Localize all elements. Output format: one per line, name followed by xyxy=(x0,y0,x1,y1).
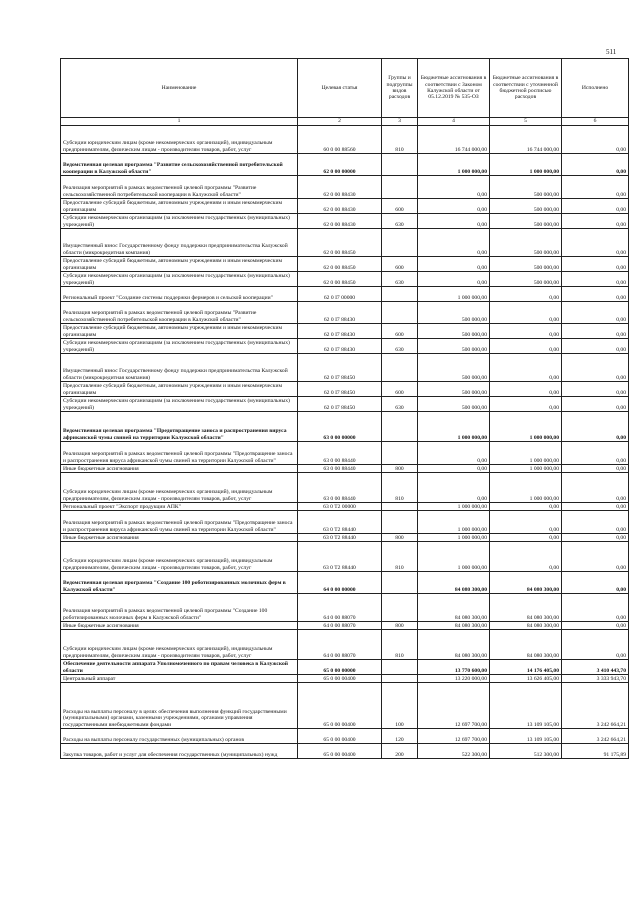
row-name: Субсидии некоммерческим организациям (за исключением государственных (муниципальных) учреждений) xyxy=(61,272,298,287)
row-executed-amount: 0,00 xyxy=(562,154,629,176)
budget-table xyxy=(60,58,629,759)
row-name: Субсидии юридическим лицам (кроме некоммерческих организаций), индивидуальным предпринимателям, физическим лицам - производителям товаров, работ, услуг xyxy=(61,473,298,503)
row-law-amount: 13 220 000,00 xyxy=(418,675,490,683)
row-consolidated-amount: 13 109 105,00 xyxy=(490,683,562,729)
row-executed-amount: 0,00 xyxy=(562,199,629,214)
row-expense-group: 810 xyxy=(382,542,418,572)
column-number: 6 xyxy=(562,118,629,126)
row-name: Предоставление субсидий бюджетным, автономным учреждениям и иным некоммерческим организациям xyxy=(61,382,298,397)
row-target-article: 62 0 I7 00000 xyxy=(298,287,382,302)
row-name: Субсидии юридическим лицам (кроме некоммерческих организаций), индивидуальным предпринимателям, физическим лицам - производителям товаров, работ, услуг xyxy=(61,126,298,154)
row-consolidated-amount: 500 000,00 xyxy=(490,199,562,214)
header-law-allocations: Бюджетные ассигнования в соответствии с Законом Калужской области от 05.12.2019 № 535-ОЗ xyxy=(418,59,490,118)
row-executed-amount: 0,00 xyxy=(562,397,629,412)
row-expense-group xyxy=(382,594,418,622)
row-executed-amount: 0,00 xyxy=(562,229,629,257)
row-consolidated-amount: 13 109 105,00 xyxy=(490,729,562,744)
row-consolidated-amount: 84 080 300,00 xyxy=(490,572,562,594)
row-target-article: 62 0 I7 88450 xyxy=(298,397,382,412)
row-executed-amount: 0,00 xyxy=(562,287,629,302)
row-consolidated-amount: 1 000 000,00 xyxy=(490,412,562,442)
row-executed-amount: 0,00 xyxy=(562,302,629,324)
row-name: Имущественный взнос Государственному фонду поддержки предпринимательства Калужской области (микрокредитная компания) xyxy=(61,354,298,382)
row-target-article: 62 0 00 88430 xyxy=(298,214,382,229)
row-law-amount: 500 000,00 xyxy=(418,339,490,354)
row-target-article: 63 0 T2 00000 xyxy=(298,503,382,511)
column-number: 1 xyxy=(61,118,298,126)
column-number: 4 xyxy=(418,118,490,126)
table-row xyxy=(61,465,629,473)
row-target-article: 63 0 T2 88440 xyxy=(298,542,382,572)
row-executed-amount: 0,00 xyxy=(562,572,629,594)
row-expense-group xyxy=(382,442,418,465)
row-target-article: 65 0 00 00400 xyxy=(298,675,382,683)
row-name: Предоставление субсидий бюджетным, автономным учреждениям и иным некоммерческим организациям xyxy=(61,199,298,214)
row-executed-amount: 0,00 xyxy=(562,214,629,229)
row-target-article: 63 0 T2 88440 xyxy=(298,511,382,534)
row-name: Региональный проект "Экспорт продукции АПК" xyxy=(61,503,298,511)
row-executed-amount: 0,00 xyxy=(562,176,629,199)
row-law-amount: 12 697 700,00 xyxy=(418,729,490,744)
row-target-article: 64 0 00 88070 xyxy=(298,594,382,622)
row-law-amount: 84 080 300,00 xyxy=(418,630,490,660)
row-target-article: 62 0 00 88450 xyxy=(298,257,382,272)
row-name: Расходы на выплаты персоналу государственных (муниципальных) органов xyxy=(61,729,298,744)
row-expense-group: 630 xyxy=(382,339,418,354)
row-law-amount: 0,00 xyxy=(418,199,490,214)
header-expense-group: Группы и подгруппы видов расходов xyxy=(382,59,418,118)
row-law-amount: 0,00 xyxy=(418,442,490,465)
row-consolidated-amount: 1 000 000,00 xyxy=(490,473,562,503)
row-name: Субсидии юридическим лицам (кроме некоммерческих организаций), индивидуальным предпринимателям, физическим лицам - производителям товаров, работ, услуг xyxy=(61,630,298,660)
row-target-article: 62 0 00 88450 xyxy=(298,229,382,257)
row-executed-amount: 91 175,89 xyxy=(562,744,629,759)
row-name: Реализация мероприятий в рамках ведомственной целевой программы "Предотвращение заноса и распространения вируса африканской чумы свиней на территории Калужской области" xyxy=(61,511,298,534)
row-name: Предоставление субсидий бюджетным, автономным учреждениям и иным некоммерческим организациям xyxy=(61,257,298,272)
table-row xyxy=(61,126,629,154)
row-consolidated-amount: 0,00 xyxy=(490,354,562,382)
table-row xyxy=(61,272,629,287)
row-law-amount: 500 000,00 xyxy=(418,397,490,412)
row-consolidated-amount: 1 000 000,00 xyxy=(490,442,562,465)
row-expense-group: 800 xyxy=(382,465,418,473)
row-executed-amount: 3 410 443,70 xyxy=(562,660,629,675)
row-law-amount: 84 080 300,00 xyxy=(418,622,490,630)
row-expense-group: 200 xyxy=(382,744,418,759)
row-executed-amount: 0,00 xyxy=(562,126,629,154)
row-executed-amount: 0,00 xyxy=(562,339,629,354)
row-expense-group: 100 xyxy=(382,683,418,729)
row-name: Предоставление субсидий бюджетным, автономным учреждениям и иным некоммерческим организациям xyxy=(61,324,298,339)
row-expense-group: 630 xyxy=(382,214,418,229)
row-expense-group xyxy=(382,176,418,199)
header-name: Наименование xyxy=(61,59,298,118)
row-target-article: 62 0 I7 88450 xyxy=(298,354,382,382)
row-consolidated-amount: 500 000,00 xyxy=(490,257,562,272)
row-expense-group: 630 xyxy=(382,272,418,287)
row-law-amount: 13 770 600,00 xyxy=(418,660,490,675)
row-law-amount: 0,00 xyxy=(418,257,490,272)
row-executed-amount: 0,00 xyxy=(562,534,629,542)
row-law-amount: 500 000,00 xyxy=(418,354,490,382)
row-law-amount: 1 000 000,00 xyxy=(418,534,490,542)
row-expense-group xyxy=(382,287,418,302)
table-row xyxy=(61,542,629,572)
row-name: Центральный аппарат xyxy=(61,675,298,683)
row-consolidated-amount: 16 744 000,00 xyxy=(490,126,562,154)
row-consolidated-amount: 0,00 xyxy=(490,511,562,534)
table-row xyxy=(61,257,629,272)
row-executed-amount: 3 242 664,21 xyxy=(562,729,629,744)
row-name: Иные бюджетные ассигнования xyxy=(61,622,298,630)
row-consolidated-amount: 0,00 xyxy=(490,287,562,302)
row-target-article: 65 0 00 00400 xyxy=(298,744,382,759)
row-name: Региональный проект "Создание системы поддержки фермеров и сельской кооперации" xyxy=(61,287,298,302)
row-consolidated-amount: 0,00 xyxy=(490,339,562,354)
table-row xyxy=(61,354,629,382)
row-law-amount: 0,00 xyxy=(418,176,490,199)
row-target-article: 64 0 00 88070 xyxy=(298,630,382,660)
row-expense-group: 810 xyxy=(382,473,418,503)
table-row xyxy=(61,382,629,397)
row-consolidated-amount: 500 000,00 xyxy=(490,229,562,257)
row-executed-amount: 0,00 xyxy=(562,324,629,339)
row-executed-amount: 0,00 xyxy=(562,542,629,572)
row-consolidated-amount: 0,00 xyxy=(490,324,562,339)
row-law-amount: 0,00 xyxy=(418,465,490,473)
row-consolidated-amount: 84 080 300,00 xyxy=(490,622,562,630)
row-expense-group: 810 xyxy=(382,630,418,660)
row-target-article: 62 0 I7 88430 xyxy=(298,302,382,324)
row-target-article: 62 0 00 88430 xyxy=(298,199,382,214)
row-target-article: 63 0 00 88440 xyxy=(298,465,382,473)
row-consolidated-amount: 13 626 405,00 xyxy=(490,675,562,683)
row-law-amount: 0,00 xyxy=(418,214,490,229)
table-row xyxy=(61,287,629,302)
row-name: Иные бюджетные ассигнования xyxy=(61,534,298,542)
row-law-amount: 522 300,00 xyxy=(418,744,490,759)
table-row xyxy=(61,660,629,675)
table-row xyxy=(61,729,629,744)
row-expense-group: 810 xyxy=(382,126,418,154)
row-name: Субсидии юридическим лицам (кроме некоммерческих организаций), индивидуальным предпринимателям, физическим лицам - производителям товаров, работ, услуг xyxy=(61,542,298,572)
row-law-amount: 84 080 300,00 xyxy=(418,594,490,622)
table-row xyxy=(61,503,629,511)
row-law-amount: 1 000 000,00 xyxy=(418,412,490,442)
row-expense-group: 600 xyxy=(382,257,418,272)
table-row xyxy=(61,572,629,594)
table-row xyxy=(61,324,629,339)
row-expense-group: 800 xyxy=(382,622,418,630)
row-expense-group xyxy=(382,572,418,594)
row-expense-group xyxy=(382,302,418,324)
table-row xyxy=(61,511,629,534)
row-target-article: 62 0 00 00000 xyxy=(298,154,382,176)
row-target-article: 65 0 00 00400 xyxy=(298,729,382,744)
row-consolidated-amount: 0,00 xyxy=(490,503,562,511)
row-target-article: 65 0 00 00400 xyxy=(298,683,382,729)
row-executed-amount: 0,00 xyxy=(562,354,629,382)
row-executed-amount: 0,00 xyxy=(562,594,629,622)
row-executed-amount: 0,00 xyxy=(562,257,629,272)
table-body xyxy=(61,126,629,759)
row-name: Ведомственная целевая программа "Предотвращение заноса и распространения вируса африканской чумы свиней на территории Калужской области" xyxy=(61,412,298,442)
row-expense-group: 600 xyxy=(382,324,418,339)
row-consolidated-amount: 0,00 xyxy=(490,534,562,542)
table-header-row xyxy=(61,59,629,118)
header-executed: Исполнено xyxy=(562,59,629,118)
row-target-article: 60 0 00 88560 xyxy=(298,126,382,154)
row-name: Субсидии некоммерческим организациям (за исключением государственных (муниципальных) учреждений) xyxy=(61,339,298,354)
table-row xyxy=(61,339,629,354)
row-expense-group xyxy=(382,412,418,442)
table-row xyxy=(61,199,629,214)
row-name: Расходы на выплаты персоналу в целях обеспечения выполнения функций государственными (муниципальными) органами, казенными учреждениями, органами управления государственными внебюджетными фондами xyxy=(61,683,298,729)
row-consolidated-amount: 0,00 xyxy=(490,302,562,324)
row-expense-group: 600 xyxy=(382,382,418,397)
row-target-article: 63 0 T2 88440 xyxy=(298,534,382,542)
row-consolidated-amount: 84 080 300,00 xyxy=(490,630,562,660)
row-target-article: 64 0 00 88070 xyxy=(298,622,382,630)
table-row xyxy=(61,154,629,176)
row-target-article: 63 0 00 88440 xyxy=(298,473,382,503)
row-expense-group xyxy=(382,354,418,382)
table-row xyxy=(61,473,629,503)
row-expense-group xyxy=(382,154,418,176)
row-target-article: 62 0 00 88430 xyxy=(298,176,382,199)
column-number: 5 xyxy=(490,118,562,126)
table-row xyxy=(61,622,629,630)
row-executed-amount: 0,00 xyxy=(562,272,629,287)
row-law-amount: 1 000 000,00 xyxy=(418,287,490,302)
table-row xyxy=(61,683,629,729)
row-expense-group: 630 xyxy=(382,397,418,412)
row-consolidated-amount: 0,00 xyxy=(490,382,562,397)
row-expense-group: 600 xyxy=(382,199,418,214)
column-number: 3 xyxy=(382,118,418,126)
row-executed-amount: 3 242 664,21 xyxy=(562,683,629,729)
row-name: Ведомственная целевая программа "Создание 100 роботизированных молочных ферм в Калужской области" xyxy=(61,572,298,594)
row-target-article: 62 0 I7 88450 xyxy=(298,382,382,397)
header-target-article: Целевая статья xyxy=(298,59,382,118)
table-row xyxy=(61,302,629,324)
row-executed-amount: 0,00 xyxy=(562,382,629,397)
row-target-article: 62 0 I7 88430 xyxy=(298,339,382,354)
row-consolidated-amount: 500 000,00 xyxy=(490,272,562,287)
row-consolidated-amount: 14 176 405,00 xyxy=(490,660,562,675)
row-target-article: 64 0 00 00000 xyxy=(298,572,382,594)
row-executed-amount: 0,00 xyxy=(562,465,629,473)
row-target-article: 62 0 00 88450 xyxy=(298,272,382,287)
row-law-amount: 0,00 xyxy=(418,473,490,503)
row-consolidated-amount: 1 000 000,00 xyxy=(490,154,562,176)
row-law-amount: 500 000,00 xyxy=(418,324,490,339)
row-name: Ведомственная целевая программа "Развитие сельскохозяйственной потребительской кооперации в Калужской области" xyxy=(61,154,298,176)
row-name: Реализация мероприятий в рамках ведомственной целевой программы "Развитие сельскохозяйственной потребительской кооперации в Калужской области" xyxy=(61,302,298,324)
table-row xyxy=(61,229,629,257)
row-name: Субсидии некоммерческим организациям (за исключением государственных (муниципальных) учреждений) xyxy=(61,397,298,412)
row-executed-amount: 0,00 xyxy=(562,622,629,630)
header-consolidated-allocations: Бюджетные ассигнования в соответствии с уточненной бюджетной росписью расходов xyxy=(490,59,562,118)
table-row xyxy=(61,594,629,622)
row-expense-group xyxy=(382,229,418,257)
table-row xyxy=(61,214,629,229)
row-name: Иные бюджетные ассигнования xyxy=(61,465,298,473)
row-target-article: 63 0 00 00000 xyxy=(298,412,382,442)
row-name: Реализация мероприятий в рамках ведомственной целевой программы "Предотвращение заноса и распространения вируса африканской чумы свиней на территории Калужской области" xyxy=(61,442,298,465)
row-executed-amount: 0,00 xyxy=(562,412,629,442)
row-expense-group xyxy=(382,503,418,511)
row-executed-amount: 0,00 xyxy=(562,442,629,465)
page-number: 511 xyxy=(606,48,617,56)
row-target-article: 65 0 00 00000 xyxy=(298,660,382,675)
table-row xyxy=(61,630,629,660)
row-consolidated-amount: 512 300,00 xyxy=(490,744,562,759)
row-law-amount: 12 697 700,00 xyxy=(418,683,490,729)
row-law-amount: 1 000 000,00 xyxy=(418,511,490,534)
row-executed-amount: 0,00 xyxy=(562,503,629,511)
table-row xyxy=(61,397,629,412)
row-executed-amount: 0,00 xyxy=(562,630,629,660)
row-expense-group xyxy=(382,675,418,683)
row-law-amount: 500 000,00 xyxy=(418,382,490,397)
row-law-amount: 84 080 300,00 xyxy=(418,572,490,594)
row-expense-group xyxy=(382,660,418,675)
row-target-article: 63 0 00 88440 xyxy=(298,442,382,465)
row-executed-amount: 0,00 xyxy=(562,473,629,503)
row-name: Реализация мероприятий в рамках ведомственной целевой программы "Развитие сельскохозяйственной потребительской кооперации в Калужской области" xyxy=(61,176,298,199)
row-name: Реализация мероприятий в рамках ведомственной целевой программы "Создание 100 роботизированных молочных ферм в Калужской области" xyxy=(61,594,298,622)
row-name: Субсидии некоммерческим организациям (за исключением государственных (муниципальных) учреждений) xyxy=(61,214,298,229)
table-row xyxy=(61,534,629,542)
row-consolidated-amount: 84 080 300,00 xyxy=(490,594,562,622)
row-law-amount: 16 744 000,00 xyxy=(418,126,490,154)
row-consolidated-amount: 0,00 xyxy=(490,542,562,572)
row-law-amount: 1 000 000,00 xyxy=(418,503,490,511)
row-consolidated-amount: 0,00 xyxy=(490,397,562,412)
row-expense-group: 800 xyxy=(382,534,418,542)
row-target-article: 62 0 I7 88430 xyxy=(298,324,382,339)
column-number-row xyxy=(61,118,629,126)
row-law-amount: 0,00 xyxy=(418,272,490,287)
row-expense-group xyxy=(382,511,418,534)
row-executed-amount: 0,00 xyxy=(562,511,629,534)
row-law-amount: 0,00 xyxy=(418,229,490,257)
row-law-amount: 1 000 000,00 xyxy=(418,154,490,176)
row-executed-amount: 3 333 943,70 xyxy=(562,675,629,683)
row-law-amount: 1 000 000,00 xyxy=(418,542,490,572)
row-consolidated-amount: 500 000,00 xyxy=(490,214,562,229)
table-row xyxy=(61,442,629,465)
row-expense-group: 120 xyxy=(382,729,418,744)
row-name: Закупка товаров, работ и услуг для обеспечения государственных (муниципальных) нужд xyxy=(61,744,298,759)
table-row xyxy=(61,744,629,759)
row-consolidated-amount: 500 000,00 xyxy=(490,176,562,199)
row-name: Имущественный взнос Государственному фонду поддержки предпринимательства Калужской области (микрокредитная компания) xyxy=(61,229,298,257)
column-number: 2 xyxy=(298,118,382,126)
row-name: Обеспечение деятельности аппарата Уполномоченного по правам человека в Калужской области xyxy=(61,660,298,675)
row-law-amount: 500 000,00 xyxy=(418,302,490,324)
table-row xyxy=(61,412,629,442)
row-consolidated-amount: 1 000 000,00 xyxy=(490,465,562,473)
table-row xyxy=(61,675,629,683)
table-row xyxy=(61,176,629,199)
